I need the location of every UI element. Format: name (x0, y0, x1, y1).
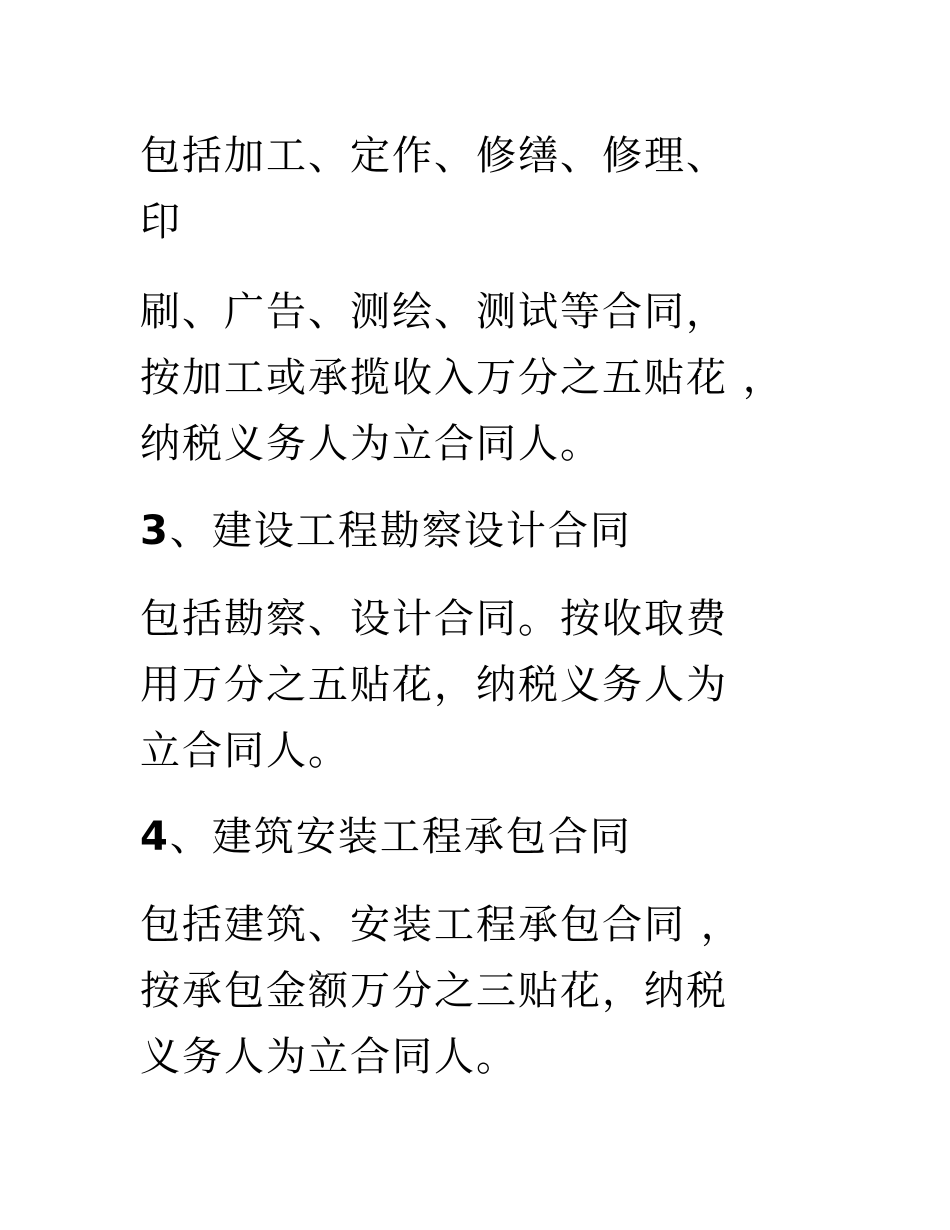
paragraph-line: 用万分之五贴花，纳税义务人为 (140, 662, 728, 708)
paragraph-line: 立合同人。 (140, 728, 350, 774)
section-number: 3 (140, 508, 170, 554)
paragraph-line: 包括勘察、设计合同。按收取费 (140, 596, 728, 642)
section-number: 4 (140, 814, 170, 860)
paragraph-line: 按加工或承揽收入万分之五贴花 ， (140, 355, 785, 401)
section-heading-3 (140, 507, 632, 555)
paragraph-line: 纳税义务人为立合同人。 (140, 421, 602, 467)
paragraph-line: 按承包金额万分之三贴花，纳税 (140, 968, 728, 1014)
section-title: 、建筑安装工程承包合同 (169, 814, 632, 860)
paragraph-line: 包括建筑、安装工程承包合同 ， (140, 902, 743, 948)
section-title: 、建设工程勘察设计合同 (169, 508, 632, 554)
section-heading-4 (140, 813, 632, 861)
paragraph-line: 印 (140, 199, 182, 245)
paragraph-line: 包括加工、定作、修缮、修理、 (140, 133, 728, 179)
paragraph-line: 义务人为立合同人。 (140, 1034, 518, 1080)
paragraph-line: 刷、广告、测绘、测试等合同， (140, 289, 728, 335)
